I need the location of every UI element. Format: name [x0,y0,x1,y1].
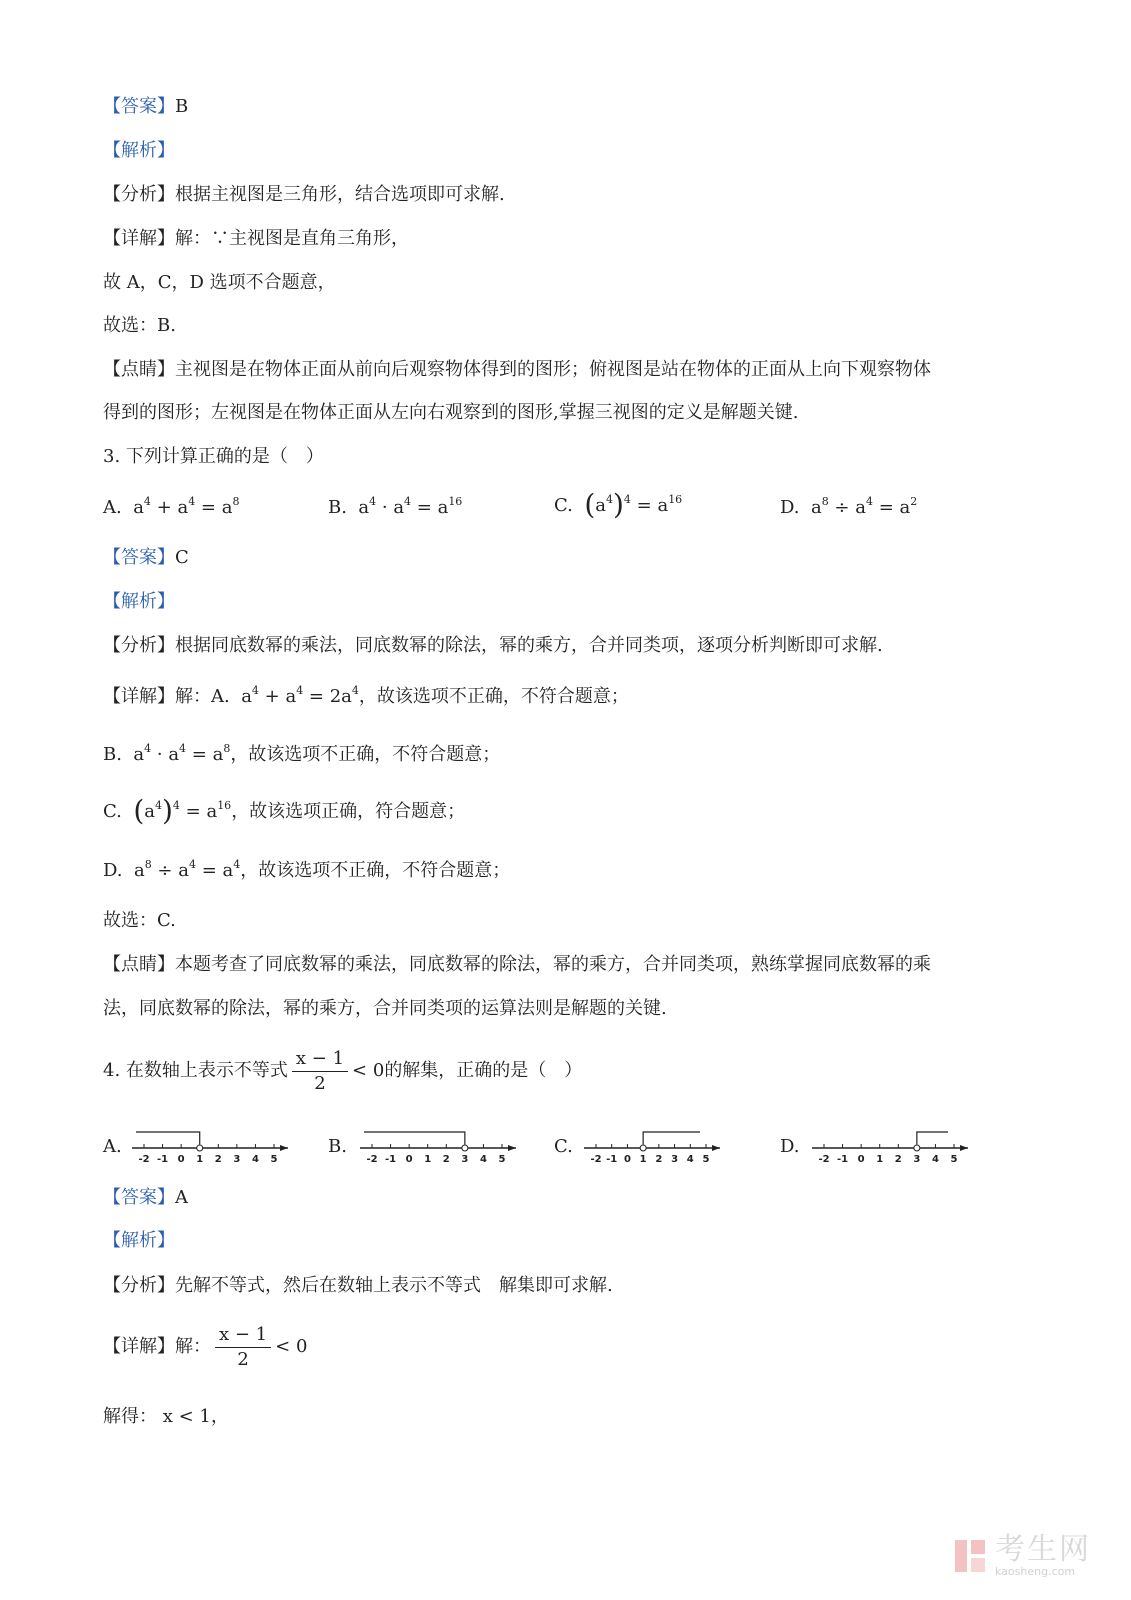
open-point [914,1145,920,1151]
tick-label: 2 [655,1154,663,1165]
q4-number-line-c [584,1120,724,1170]
tick-label: 4 [479,1154,487,1165]
q3-dianjing-2: 法，同底数幂的除法，幂的乘方，合并同类项的运算法则是解题的关键. [103,998,667,1019]
tick-label: 0 [177,1154,185,1165]
tick-label: 3 [233,1154,241,1165]
q4-number-line-d [812,1120,972,1170]
tick-label: 4 [686,1154,694,1165]
q4-fraction: $\frac{x - 1}{2}$ [292,1047,348,1096]
q4-number-line-b [360,1120,520,1170]
detail-line: 故 A，C，D 选项不合题意， [103,272,336,293]
tick-label: 5 [498,1154,506,1165]
tick-label: -1 [385,1154,397,1165]
tick-label: -1 [837,1154,849,1165]
q4-option-b-label: B. [328,1136,347,1157]
tick-label: -2 [590,1154,602,1165]
axis-arrow [280,1145,288,1151]
analysis-tag: 【解析】 [103,140,175,161]
q3-answer-value: C [175,547,189,568]
tick-label: 1 [196,1154,204,1165]
solution-ray [364,1132,465,1144]
solution-ray [917,1132,948,1144]
q4-fenxi-line: 【分析】先解不等式，然后在数轴上表示不等式 解集即可求解. [103,1275,613,1296]
fenxi-text: 根据主视图是三角形，结合选项即可求解. [175,184,505,205]
tick-label: 2 [442,1154,450,1165]
q3-fenxi-text: 根据同底数幂的乘法，同底数幂的除法，幂的乘方，合并同类项，逐项分析判断即可求解. [175,635,883,656]
axis-arrow [508,1145,516,1151]
q3-option-a: A. $a^4 + a^4 = a^8$ [103,495,240,518]
tick-label: 2 [894,1154,902,1165]
q4-option-d-label: D. [780,1136,800,1157]
tick-label: 5 [270,1154,278,1165]
axis-arrow [960,1145,968,1151]
q3-answer-line: 【答案】C [103,547,189,568]
q3-detail-d: D. $a^8 \div a^4 = a^4$，故该选项不正确，不符合题意； [103,858,511,881]
q4-answer-value: A [175,1187,188,1208]
tick-label: -1 [606,1154,618,1165]
dianjing-tag: 【点睛】 [103,359,175,380]
watermark-url: kaosheng.com [995,1565,1076,1578]
dianjing-text: 主视图是在物体正面从前向后观察物体得到的图形；俯视图是站在物体的正面从上向下观察物体 [175,359,931,380]
q4-option-c-label: C. [554,1136,573,1157]
xiangjie-line [103,226,409,252]
open-point [197,1145,203,1151]
tick-label: 4 [931,1154,939,1165]
axis-arrow [712,1145,720,1151]
watermark [953,1534,1091,1578]
q4-detail-fraction: $\frac{x - 1}{2}$ [215,1323,271,1372]
q3-option-b: B. $a^4 \cdot a^4 = a^{16}$ [328,495,463,518]
q3-option-c: C. $(a^4)^4 = a^{16}$ [554,488,683,521]
tick-label: 0 [623,1154,631,1165]
tick-label: 1 [876,1154,884,1165]
tick-label: 1 [639,1154,647,1165]
tick-label: -1 [157,1154,169,1165]
answer-value: B [175,96,189,117]
q3-fenxi-line: 【分析】根据同底数幂的乘法，同底数幂的除法，幂的乘方，合并同类项，逐项分析判断即可求解. [103,635,883,656]
tick-label: -2 [138,1154,150,1165]
q4-number-line-a [132,1120,292,1170]
dianjing-line-2: 得到的图形；左视图是在物体正面从左向右观察到的图形,掌握三视图的定义是解题关键. [103,402,799,423]
tick-label: 3 [461,1154,469,1165]
conclusion-line: 故选：B. [103,315,176,336]
fenxi-line [103,182,505,208]
answer-tag: 【答案】 [103,96,175,117]
q4-answer-line: 【答案】A [103,1187,188,1208]
watermark-brand: 考生网 [995,1532,1091,1567]
tick-label: 4 [251,1154,259,1165]
question-4-stem: 4. 在数轴上表示不等式 $\frac{x - 1}{2}$ < 0的解集，正确的是（ ） [103,1047,583,1094]
fenxi-tag: 【分析】 [103,184,175,205]
solution-ray [136,1132,200,1144]
tick-label: 5 [950,1154,958,1165]
question-3-stem: 3. 下列计算正确的是（ ） [103,446,324,467]
tick-label: 3 [671,1154,679,1165]
tick-label: 0 [857,1154,865,1165]
answer-line [103,94,188,120]
q3-analysis-tag: 【解析】 [103,591,175,612]
tick-label: -2 [818,1154,830,1165]
q3-dianjing-1: 【点睛】本题考查了同底数幂的乘法，同底数幂的除法，幂的乘方，合并同类项，熟练掌握同底数幂的乘 [103,954,931,975]
tick-label: 2 [214,1154,222,1165]
tick-label: 1 [424,1154,432,1165]
q4-analysis-tag: 【解析】 [103,1230,175,1251]
dianjing-line-1 [103,357,931,383]
q3-detail-a: 【详解】解：A. $a^4 + a^4 = 2a^4$，故该选项不正确，不符合题意； [103,684,629,707]
q3-detail-c: C. $(a^4)^4 = a^{16}$，故该选项正确，符合题意； [103,794,466,827]
xiangjie-tag: 【详解】 [103,228,175,249]
tick-label: 3 [913,1154,921,1165]
tick-label: -2 [366,1154,378,1165]
q4-jiede-line: 解得： x < 1， [103,1406,229,1427]
xiangjie-text: 解：∵主视图是直角三角形， [175,228,409,249]
open-point [640,1145,646,1151]
open-point [462,1145,468,1151]
q4-xiangjie-line: 【详解】解： $\frac{x - 1}{2}$ < 0 [103,1323,308,1370]
tick-label: 0 [405,1154,413,1165]
watermark-logo-icon [953,1536,989,1576]
solution-ray [643,1132,700,1144]
q4-option-a-label: A. [103,1136,122,1157]
q3-option-d: D. $a^8 \div a^4 = a^2$ [780,495,918,518]
q3-detail-b: B. $a^4 \cdot a^4 = a^8$，故该选项不正确，不符合题意； [103,742,501,765]
q3-conclusion: 故选：C. [103,910,176,931]
tick-label: 5 [702,1154,710,1165]
